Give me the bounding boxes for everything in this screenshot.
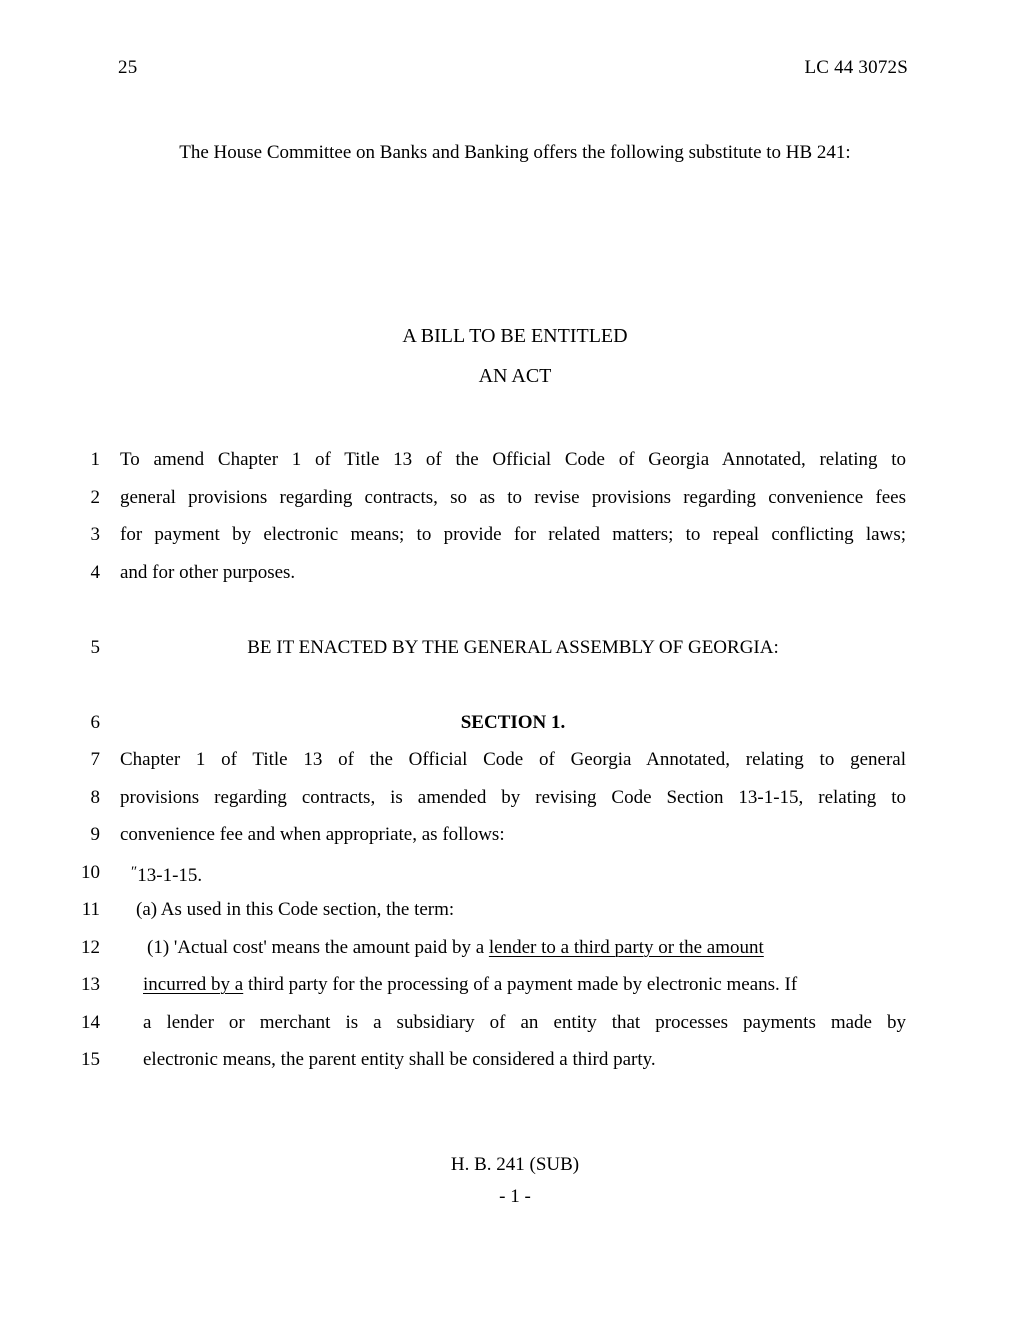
bill-line — [0, 1041, 1024, 1079]
page-header — [118, 58, 908, 77]
line-number: 10 — [81, 861, 100, 883]
inserted-text: lender to a third party or the amount — [488, 936, 764, 958]
line-number: 3 — [90, 524, 100, 545]
line-content: and for other purposes. — [120, 561, 296, 583]
bill-line — [0, 516, 1024, 554]
line-content: provisions regarding contracts, is amended by revising Code Section 13-1-15, relating to — [120, 786, 906, 808]
quote-open-mark: ″ — [131, 863, 138, 880]
footer-page-number: - 1 - — [499, 1186, 531, 1207]
line-content: for payment by electronic means; to provide for related matters; to repeal conflicting laws; — [120, 524, 906, 545]
bill-title-block — [120, 326, 910, 386]
line-number: 9 — [90, 824, 100, 845]
line-content: To amend Chapter 1 of Title 13 of the Official Code of Georgia Annotated, relating to — [120, 449, 906, 470]
code-section-label: 13-1-15. — [137, 864, 203, 886]
line-number: 7 — [90, 749, 100, 770]
bill-title-act: AN ACT — [478, 365, 552, 387]
line-number: 1 — [90, 449, 100, 470]
line-content: a lender or merchant is a subsidiary of an entity that processes payments made by — [143, 1011, 906, 1033]
bill-line — [0, 629, 1024, 667]
line-number: 8 — [90, 786, 100, 808]
line-content: general provisions regarding contracts, so as to revise provisions regarding convenience fees — [120, 486, 906, 508]
bill-line — [0, 816, 1024, 854]
code-section-number — [131, 854, 906, 895]
section-heading: SECTION 1. — [460, 711, 566, 733]
bill-title-entitled: A BILL TO BE ENTITLED — [402, 325, 628, 347]
committee-substitute-note: The House Committee on Banks and Banking offers the following substitute to HB 241: — [179, 142, 851, 163]
bill-line — [0, 554, 1024, 592]
line-number: 12 — [81, 936, 100, 958]
subsection-a: (a) As used in this Code section, the term: — [136, 899, 455, 920]
bill-line — [0, 929, 1024, 967]
inserted-text: incurred by a — [143, 974, 244, 995]
enacting-clause: BE IT ENACTED BY THE GENERAL ASSEMBLY OF GEORGIA: — [247, 636, 779, 658]
header-document-id: LC 44 3072S — [804, 57, 908, 78]
bill-line — [0, 966, 1024, 1004]
paragraph-1-definition — [147, 929, 906, 967]
line-trailing-text: third party for the processing of a payment made by electronic means. If — [243, 974, 798, 995]
line-number: 6 — [90, 711, 100, 733]
line-number: 2 — [90, 486, 100, 508]
bill-line — [0, 741, 1024, 779]
line-number: 13 — [81, 974, 100, 995]
bill-line — [0, 1004, 1024, 1042]
bill-line — [0, 891, 1024, 929]
bill-line — [0, 704, 1024, 742]
footer-bill-number: H. B. 241 (SUB) — [450, 1154, 580, 1175]
line-number: 11 — [81, 899, 100, 920]
bill-line — [0, 779, 1024, 817]
line-content — [143, 966, 906, 1004]
definition-lead-text: (1) 'Actual cost' means the amount paid by a — [147, 936, 489, 958]
line-number: 5 — [90, 636, 100, 658]
bill-line — [0, 479, 1024, 517]
line-number: 14 — [81, 1011, 100, 1033]
bill-line — [0, 441, 1024, 479]
line-content: electronic means, the parent entity shall be considered a third party. — [143, 1049, 656, 1070]
line-number: 4 — [90, 561, 100, 583]
page-footer — [120, 1155, 910, 1206]
line-content: Chapter 1 of Title 13 of the Official Code of Georgia Annotated, relating to general — [120, 749, 906, 770]
header-line-count: 25 — [118, 57, 138, 78]
bill-body — [0, 441, 1024, 1079]
line-number: 15 — [81, 1049, 100, 1070]
line-content: convenience fee and when appropriate, as follows: — [120, 824, 505, 845]
bill-line — [0, 854, 1024, 892]
